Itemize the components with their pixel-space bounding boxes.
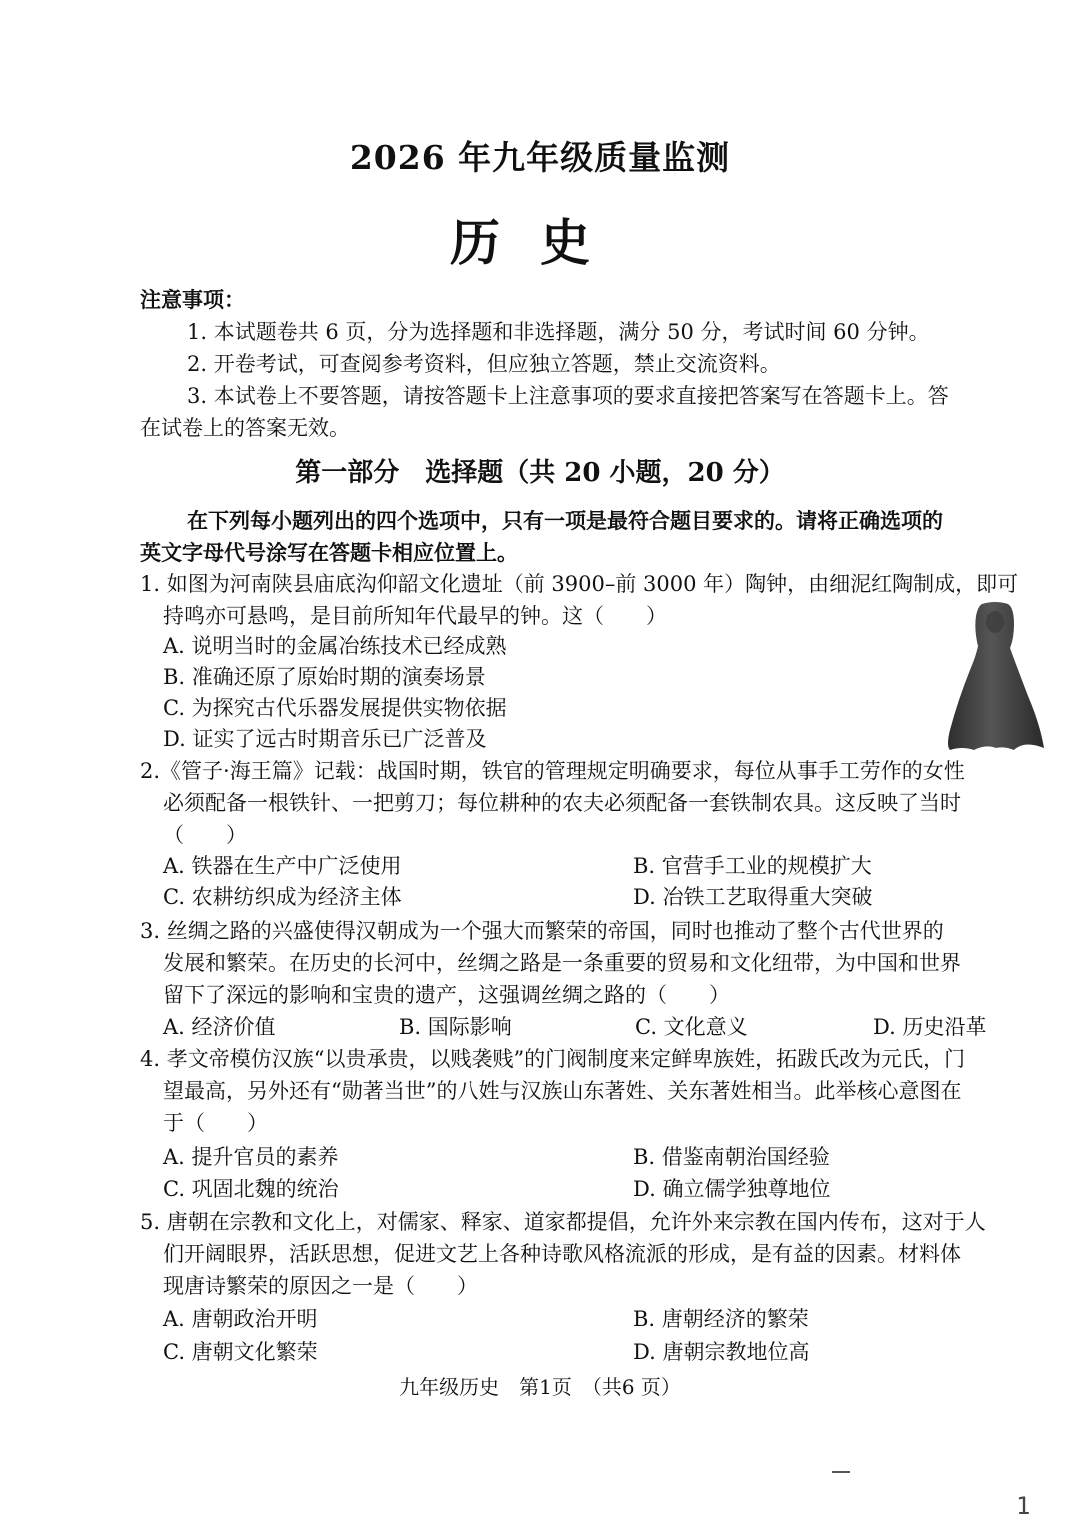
q1-option-b: B. 准确还原了原始时期的演奏场景	[163, 665, 486, 689]
notice-item-3-cont: 在试卷上的答案无效。	[140, 416, 350, 440]
q3-stem: 3. 丝绸之路的兴盛使得汉朝成为一个强大而繁荣的帝国，同时也推动了整个古代世界的	[140, 919, 944, 943]
q2-option-a: A. 铁器在生产中广泛使用	[163, 854, 402, 878]
q1-option-a: A. 说明当时的金属冶练技术已经成熟	[163, 634, 507, 658]
q2-stem-cont: 必须配备一根铁针、一把剪刀；每位耕种的农夫必须配备一套铁制农具。这反映了当时	[163, 791, 961, 815]
q1-option-d: D. 证实了远古时期音乐已广泛普及	[163, 727, 487, 751]
q3-option-a: A. 经济价值	[163, 1015, 276, 1039]
q2-stem-paren: （ ）	[163, 823, 247, 847]
section-instruction-cont: 英文字母代号涂写在答题卡相应位置上。	[140, 540, 518, 565]
q3-option-d: D. 历史沿革	[873, 1015, 987, 1039]
notice-item-2: 2. 开卷考试，可查阅参考资料，但应独立答题，禁止交流资料。	[187, 352, 781, 376]
q1-stem-cont: 持鸣亦可悬鸣，是目前所知年代最早的钟。这（ ）	[163, 604, 667, 628]
q2-option-d: D. 冶铁工艺取得重大突破	[633, 885, 873, 909]
q3-option-c: C. 文化意义	[635, 1015, 748, 1039]
page-number: 1	[1016, 1492, 1031, 1520]
q3-stem-cont: 发展和繁荣。在历史的长河中，丝绸之路是一条重要的贸易和文化纽带，为中国和世界	[163, 951, 961, 975]
section-title: 第一部分 选择题（共 20 小题，20 分）	[295, 458, 785, 488]
q5-stem-cont2: 现唐诗繁荣的原因之一是（ ）	[163, 1274, 478, 1298]
q2-stem: 2.《管子·海王篇》记载：战国时期，铁官的管理规定明确要求，每位从事手工劳作的女性	[140, 759, 965, 783]
subject-title: 历史	[450, 213, 630, 272]
divider	[832, 1471, 850, 1473]
q4-option-d: D. 确立儒学独尊地位	[633, 1177, 831, 1201]
pottery-bell-image	[944, 600, 1046, 752]
section-instruction: 在下列每小题列出的四个选项中，只有一项是最符合题目要求的。请将正确选项的	[187, 508, 943, 533]
notice-item-1: 1. 本试题卷共 6 页，分为选择题和非选择题，满分 50 分，考试时间 60 分钟。	[187, 320, 930, 344]
q1-stem: 1. 如图为河南陕县庙底沟仰韶文化遗址（前 3900–前 3000 年）陶钟，由细泥红陶制成，即可	[140, 572, 1019, 596]
q5-option-c: C. 唐朝文化繁荣	[163, 1340, 318, 1364]
q5-option-a: A. 唐朝政治开明	[163, 1307, 318, 1331]
exam-title: 2026 年九年级质量监测	[349, 138, 731, 177]
q4-stem-cont2: 于（ ）	[163, 1111, 268, 1135]
q5-stem: 5. 唐朝在宗教和文化上，对儒家、释家、道家都提倡，允许外来宗教在国内传布，这对于人	[140, 1210, 986, 1234]
q4-stem-cont: 望最高，另外还有“勋著当世”的八姓与汉族山东著姓、关东著姓相当。此举核心意图在	[163, 1079, 962, 1103]
q1-option-c: C. 为探究古代乐器发展提供实物依据	[163, 696, 507, 720]
notice-item-3: 3. 本试卷上不要答题，请按答题卡上注意事项的要求直接把答案写在答题卡上。答	[187, 384, 949, 408]
q4-stem: 4. 孝文帝模仿汉族“以贵承贵，以贱袭贱”的门阀制度来定鲜卑族姓，拓跋氏改为元氏，门	[140, 1047, 966, 1071]
q5-stem-cont: 们开阔眼界，活跃思想，促进文艺上各种诗歌风格流派的形成，是有益的因素。材料体	[163, 1242, 961, 1266]
q5-option-d: D. 唐朝宗教地位高	[633, 1340, 810, 1364]
notice-heading: 注意事项：	[140, 287, 245, 312]
q5-option-b: B. 唐朝经济的繁荣	[633, 1307, 809, 1331]
q4-option-a: A. 提升官员的素养	[163, 1145, 339, 1169]
q2-option-b: B. 官营手工业的规模扩大	[633, 854, 872, 878]
page-footer: 九年级历史 第1页 （共6 页）	[399, 1375, 681, 1399]
q4-option-b: B. 借鉴南朝治国经验	[633, 1145, 830, 1169]
q3-option-b: B. 国际影响	[399, 1015, 512, 1039]
q2-option-c: C. 农耕纺织成为经济主体	[163, 885, 402, 909]
q4-option-c: C. 巩固北魏的统治	[163, 1177, 339, 1201]
q3-stem-cont2: 留下了深远的影响和宝贵的遗产，这强调丝绸之路的（ ）	[163, 983, 730, 1007]
